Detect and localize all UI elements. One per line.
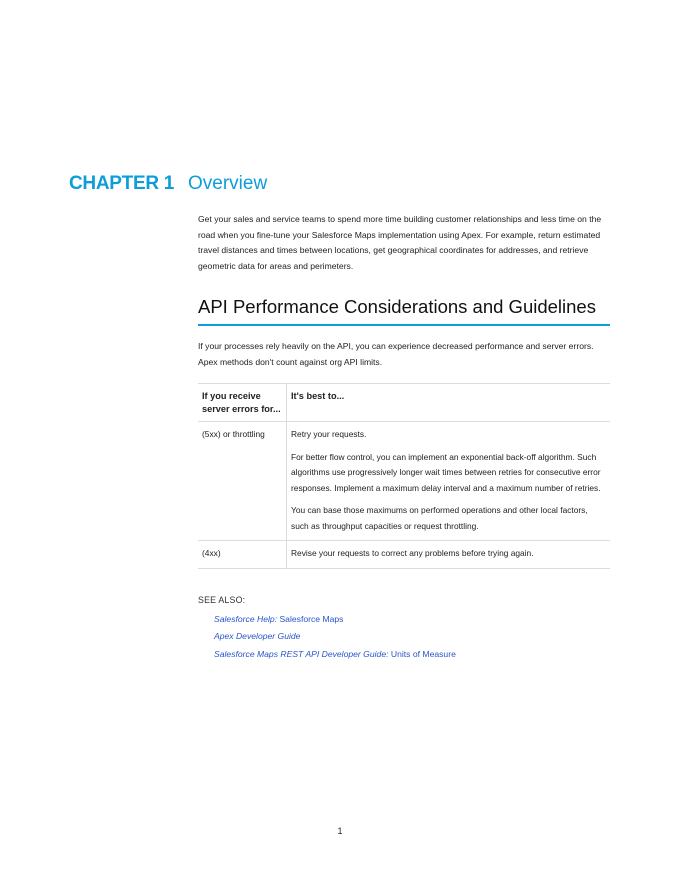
advice-paragraph: Revise your requests to correct any problems before trying again. [291, 548, 534, 558]
advice-paragraph: Retry your requests. [291, 429, 367, 439]
table-header-advice: It's best to... [287, 384, 611, 422]
table-cell-condition: (4xx) [198, 541, 287, 569]
link-source: Apex Developer Guide [214, 631, 301, 641]
advice-paragraph: For better flow control, you can implement an exponential back-off algorithm. Such algorithms use progressively longer wait times between retries for consecutive error responses. Implement a maximum delay interval and a maximum number of retries. [291, 451, 601, 493]
link-topic: Salesforce Maps [277, 613, 344, 624]
main-content [198, 212, 610, 663]
section-title: API Performance Considerations and Guidelines [198, 296, 610, 326]
table-header-condition: If you receive server errors for... [198, 384, 287, 422]
table-row [198, 422, 610, 541]
page-number: 1 [337, 826, 343, 836]
link-salesforce-help[interactable] [214, 611, 610, 629]
see-also-links [214, 611, 610, 664]
table-cell-condition: (5xx) or throttling [198, 422, 287, 541]
table-cell-advice [287, 541, 611, 569]
link-source: Salesforce Help: [214, 613, 278, 624]
table-header-row [198, 384, 610, 422]
see-also-heading: SEE ALSO: [198, 594, 246, 605]
chapter-title: Overview [188, 173, 268, 194]
link-rest-api-guide[interactable] [214, 646, 610, 664]
link-topic: Units of Measure [388, 648, 456, 659]
intro-paragraph: Get your sales and service teams to spend more time building customer relationships and less time on the road when you fine-tune your Salesforce Maps implementation using Apex. For example, return estimated travel distances and times between locations, get geographical coordinates for addresses, and retrieve geometric data for areas and perimeters. [198, 214, 602, 271]
chapter-label: CHAPTER 1 [69, 173, 174, 194]
table-cell-advice [287, 422, 611, 541]
guidelines-table [198, 383, 610, 569]
link-source: Salesforce Maps REST API Developer Guide: [214, 648, 389, 659]
section-intro-paragraph: If your processes rely heavily on the API, you can experience decreased performance and server errors. Apex methods don't count against org API limits. [198, 341, 594, 367]
advice-paragraph: You can base those maximums on performed operations and other local factors, such as throughput capacities or request throttling. [291, 505, 588, 531]
table-row [198, 541, 610, 569]
link-apex-developer-guide[interactable] [214, 628, 610, 646]
